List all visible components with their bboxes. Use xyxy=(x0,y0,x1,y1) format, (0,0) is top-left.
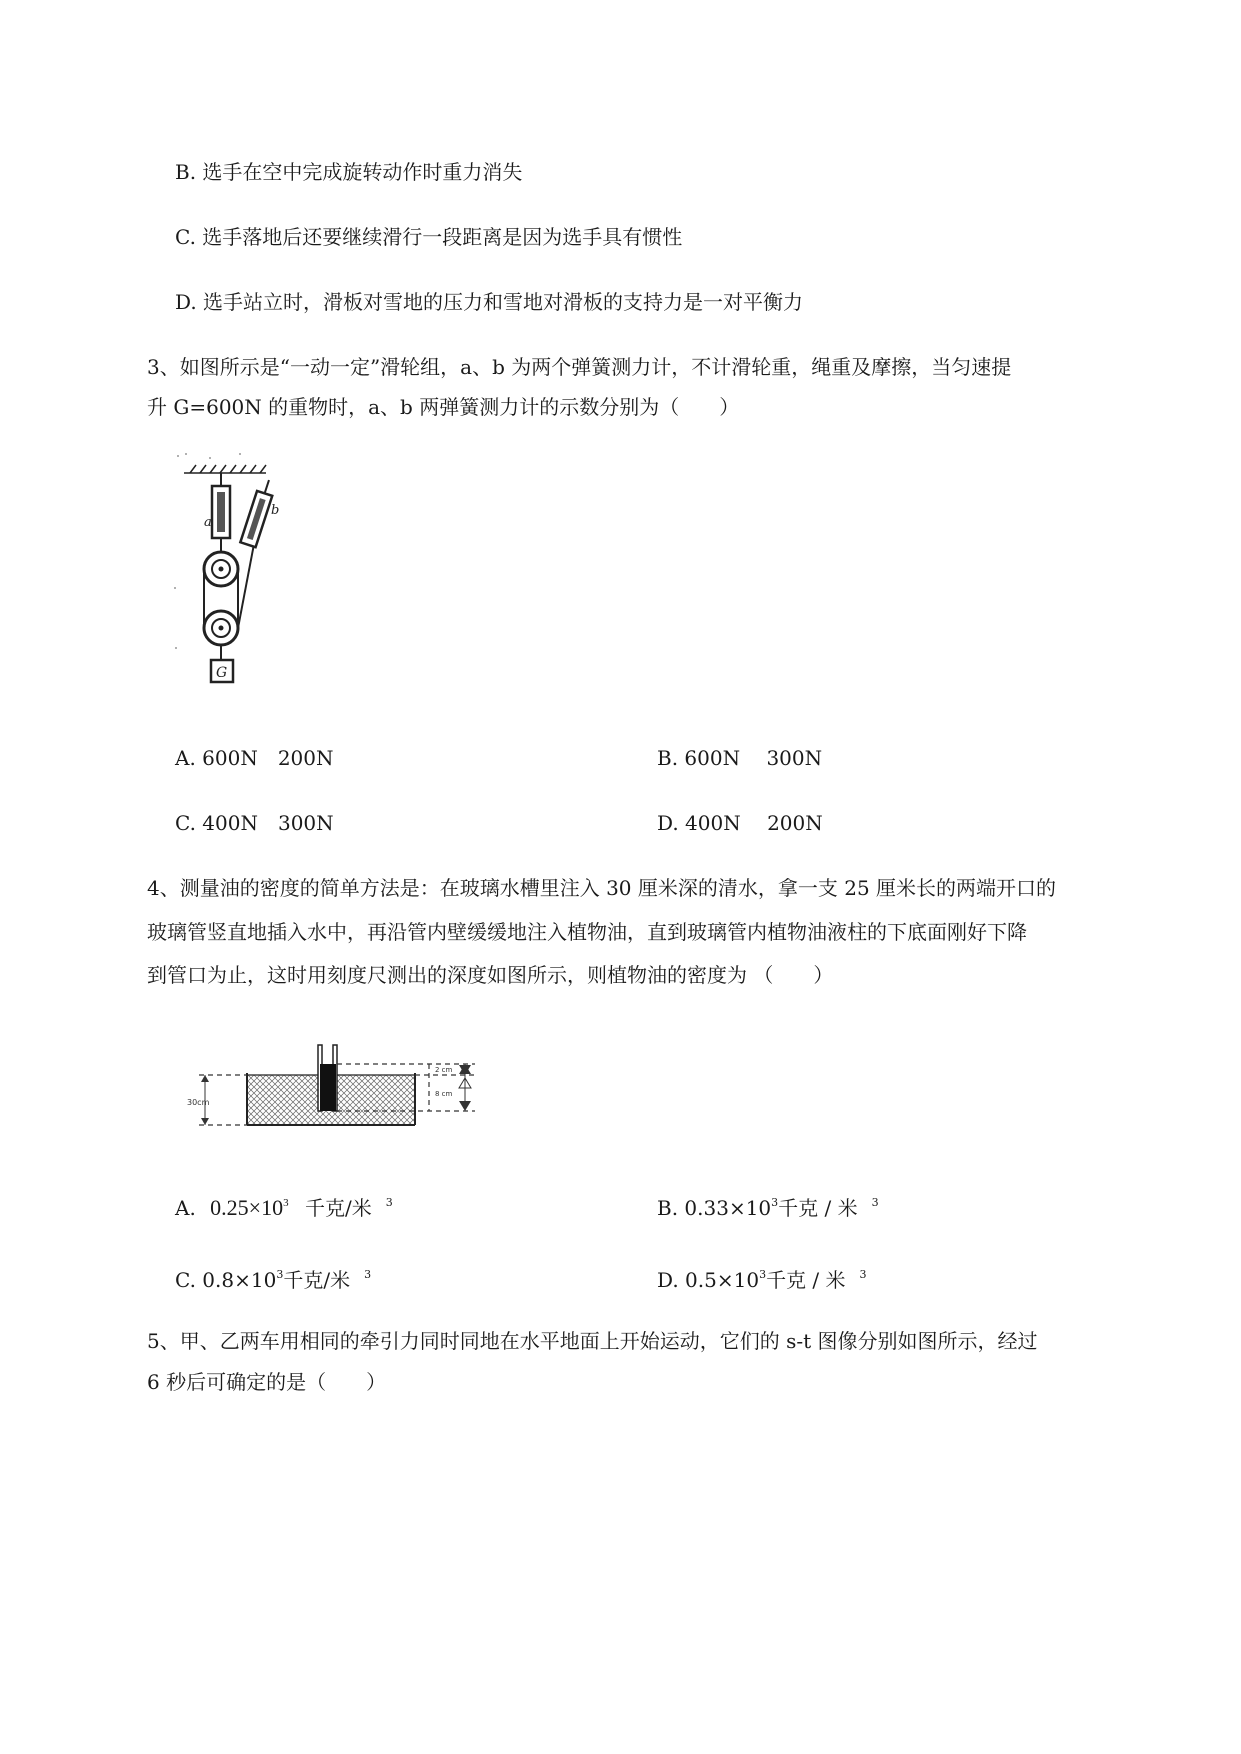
q5-text-line2: 6 秒后可确定的是（ ） xyxy=(147,1370,387,1394)
q4-option-a xyxy=(175,1189,393,1222)
q4-option-d: D. $0.5\times 10^3$千克 / 米 $^3$ xyxy=(657,1268,867,1292)
q3-text-line2: 升 G=600N 的重物时，a、b 两弹簧测力计的示数分别为（ ） xyxy=(147,395,740,419)
q4-option-b: B. $0.33\times 10^3$千克 / 米 $^3$ xyxy=(657,1196,879,1220)
label-2cm: 2 cm xyxy=(435,1066,453,1074)
q4-option-a-value: $0.25\times 10^3$ xyxy=(210,1195,289,1220)
label-b: b xyxy=(271,503,280,518)
q4-text-line3: 到管口为止，这时用刻度尺测出的深度如图所示，则植物油的密度为 （ ） xyxy=(147,963,834,987)
q5-text-line1: 5、甲、乙两车用相同的牵引力同时同地在水平地面上开始运动，它们的 s-t 图像分别如图所示，经过 xyxy=(147,1329,1038,1353)
option-d-prev: D. 选手站立时，滑板对雪地的压力和雪地对滑板的支持力是一对平衡力 xyxy=(175,290,804,314)
option-c-prev: C. 选手落地后还要继续滑行一段距离是因为选手具有惯性 xyxy=(175,225,683,249)
option-b-prev: B. 选手在空中完成旋转动作时重力消失 xyxy=(175,160,523,184)
pulley-figure xyxy=(170,448,300,696)
q3-option-a: A. 600N 200N xyxy=(175,746,334,770)
label-30cm: 30cm xyxy=(187,1098,210,1107)
q4-text-line2: 玻璃管竖直地插入水中，再沿管内壁缓缓地注入植物油，直到玻璃管内植物油液柱的下底面刚好下降 xyxy=(147,920,1027,944)
q3-option-c: C. 400N 300N xyxy=(175,811,334,835)
label-8cm: 8 cm xyxy=(435,1090,453,1098)
q4-text-line1: 4、测量油的密度的简单方法是：在玻璃水槽里注入 30 厘米深的清水，拿一支 25 厘米长的两端开口的 xyxy=(147,876,1057,900)
label-g: G xyxy=(216,665,228,681)
q4-option-a-prefix: A. xyxy=(175,1196,196,1220)
oil-density-figure xyxy=(185,1018,495,1143)
q4-option-a-unit: 千克/米 $^3$ xyxy=(304,1196,393,1220)
q3-option-b: B. 600N 300N xyxy=(657,746,823,770)
q4-option-c: C. $0.8\times 10^3$千克/米 $^3$ xyxy=(175,1268,372,1292)
label-a: a xyxy=(204,515,212,530)
q3-option-d: D. 400N 200N xyxy=(657,811,823,835)
q3-text-line1: 3、如图所示是“一动一定”滑轮组，a、b 为两个弹簧测力计，不计滑轮重，绳重及摩擦，当匀速提 xyxy=(147,355,1012,379)
